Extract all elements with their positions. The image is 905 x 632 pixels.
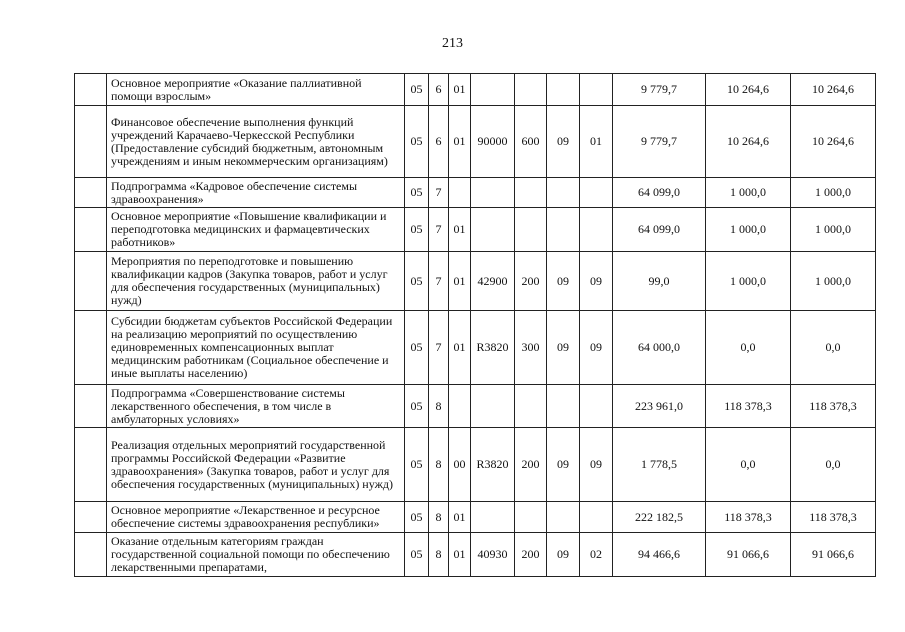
value-2023-cell: 118 378,3 <box>791 385 876 428</box>
table-row <box>75 428 876 502</box>
type-code-cell: 600 <box>515 106 547 178</box>
program-code-cell: 01 <box>449 106 471 178</box>
pr-code-cell: 09 <box>580 311 613 385</box>
value-2023-cell: 0,0 <box>791 311 876 385</box>
value-2021-cell: 222 182,5 <box>613 502 706 533</box>
table-row <box>75 385 876 428</box>
program-code-cell: 01 <box>449 533 471 577</box>
item-name-cell: Основное мероприятие «Повышение квалификации и переподготовка медицинских и фармацевтических работников» <box>107 208 405 252</box>
section-code-cell: 05 <box>405 533 429 577</box>
program-code-cell: 01 <box>449 208 471 252</box>
page-number: 213 <box>442 36 463 51</box>
value-2021-cell: 9 779,7 <box>613 106 706 178</box>
expense-code-cell: 40930 <box>471 533 515 577</box>
rz-code-cell: 09 <box>547 533 580 577</box>
rz-code-cell <box>547 74 580 106</box>
program-code-cell: 01 <box>449 311 471 385</box>
row-number-cell <box>75 208 107 252</box>
type-code-cell: 300 <box>515 311 547 385</box>
rz-code-cell <box>547 385 580 428</box>
pr-code-cell: 09 <box>580 428 613 502</box>
section-code-cell: 05 <box>405 385 429 428</box>
expense-code-cell: 42900 <box>471 252 515 311</box>
program-code-cell: 00 <box>449 428 471 502</box>
pr-code-cell: 01 <box>580 106 613 178</box>
row-number-cell <box>75 178 107 208</box>
pr-code-cell: 09 <box>580 252 613 311</box>
item-name-cell: Основное мероприятие «Оказание паллиативной помощи взрослым» <box>107 74 405 106</box>
value-2021-cell: 64 099,0 <box>613 178 706 208</box>
value-2023-cell: 1 000,0 <box>791 252 876 311</box>
expense-code-cell: 90000 <box>471 106 515 178</box>
pr-code-cell: 02 <box>580 533 613 577</box>
expense-code-cell <box>471 208 515 252</box>
row-number-cell <box>75 252 107 311</box>
subsection-code-cell: 8 <box>429 385 449 428</box>
subsection-code-cell: 7 <box>429 178 449 208</box>
value-2021-cell: 223 961,0 <box>613 385 706 428</box>
expense-code-cell: R3820 <box>471 428 515 502</box>
value-2022-cell: 1 000,0 <box>706 252 791 311</box>
table-row <box>75 178 876 208</box>
section-code-cell: 05 <box>405 74 429 106</box>
value-2022-cell: 10 264,6 <box>706 106 791 178</box>
value-2022-cell: 0,0 <box>706 311 791 385</box>
section-code-cell: 05 <box>405 106 429 178</box>
subsection-code-cell: 8 <box>429 533 449 577</box>
subsection-code-cell: 7 <box>429 311 449 385</box>
value-2023-cell: 91 066,6 <box>791 533 876 577</box>
value-2021-cell: 1 778,5 <box>613 428 706 502</box>
budget-table-body <box>75 74 876 577</box>
budget-table-container <box>74 73 876 577</box>
rz-code-cell <box>547 502 580 533</box>
type-code-cell <box>515 385 547 428</box>
subsection-code-cell: 8 <box>429 502 449 533</box>
item-name-cell: Мероприятия по переподготовке и повышению квалификации кадров (Закупка товаров, работ и услуг для обеспечения государственных (муниципальных) нужд) <box>107 252 405 311</box>
section-code-cell: 05 <box>405 502 429 533</box>
rz-code-cell <box>547 178 580 208</box>
section-code-cell: 05 <box>405 311 429 385</box>
value-2023-cell: 118 378,3 <box>791 502 876 533</box>
subsection-code-cell: 6 <box>429 106 449 178</box>
expense-code-cell <box>471 385 515 428</box>
table-row <box>75 252 876 311</box>
rz-code-cell: 09 <box>547 106 580 178</box>
table-row <box>75 533 876 577</box>
item-name-cell: Подпрограмма «Кадровое обеспечение системы здравоохранения» <box>107 178 405 208</box>
value-2021-cell: 99,0 <box>613 252 706 311</box>
program-code-cell <box>449 178 471 208</box>
section-code-cell: 05 <box>405 178 429 208</box>
expense-code-cell <box>471 74 515 106</box>
section-code-cell: 05 <box>405 428 429 502</box>
row-number-cell <box>75 533 107 577</box>
value-2021-cell: 9 779,7 <box>613 74 706 106</box>
type-code-cell: 200 <box>515 252 547 311</box>
rz-code-cell: 09 <box>547 428 580 502</box>
value-2023-cell: 1 000,0 <box>791 178 876 208</box>
table-row <box>75 502 876 533</box>
pr-code-cell <box>580 502 613 533</box>
expense-code-cell <box>471 502 515 533</box>
type-code-cell: 200 <box>515 428 547 502</box>
value-2023-cell: 1 000,0 <box>791 208 876 252</box>
table-row <box>75 106 876 178</box>
subsection-code-cell: 8 <box>429 428 449 502</box>
value-2023-cell: 0,0 <box>791 428 876 502</box>
rz-code-cell: 09 <box>547 252 580 311</box>
item-name-cell: Субсидии бюджетам субъектов Российской Федерации на реализацию мероприятий по осуществлению единовременных компенсационных выплат медицинским работникам (Социальное обеспечение и иные выплаты населению) <box>107 311 405 385</box>
pr-code-cell <box>580 178 613 208</box>
rz-code-cell <box>547 208 580 252</box>
row-number-cell <box>75 74 107 106</box>
pr-code-cell <box>580 385 613 428</box>
value-2021-cell: 94 466,6 <box>613 533 706 577</box>
type-code-cell: 200 <box>515 533 547 577</box>
item-name-cell: Оказание отдельным категориям граждан государственной социальной помощи по обеспечению лекарственными препаратами, <box>107 533 405 577</box>
value-2022-cell: 10 264,6 <box>706 74 791 106</box>
rz-code-cell: 09 <box>547 311 580 385</box>
value-2022-cell: 0,0 <box>706 428 791 502</box>
value-2022-cell: 118 378,3 <box>706 502 791 533</box>
item-name-cell: Реализация отдельных мероприятий государственной программы Российской Федерации «Развитие здравоохранения» (Закупка товаров, работ и услуг для обеспечения государственных (муниципальных) нужд) <box>107 428 405 502</box>
type-code-cell <box>515 74 547 106</box>
value-2021-cell: 64 000,0 <box>613 311 706 385</box>
subsection-code-cell: 6 <box>429 74 449 106</box>
section-code-cell: 05 <box>405 252 429 311</box>
table-row <box>75 208 876 252</box>
value-2021-cell: 64 099,0 <box>613 208 706 252</box>
item-name-cell: Подпрограмма «Совершенствование системы лекарственного обеспечения, в том числе в амбулаторных условиях» <box>107 385 405 428</box>
expense-code-cell: R3820 <box>471 311 515 385</box>
row-number-cell <box>75 311 107 385</box>
value-2022-cell: 1 000,0 <box>706 178 791 208</box>
item-name-cell: Основное мероприятие «Лекарственное и ресурсное обеспечение системы здравоохранения республики» <box>107 502 405 533</box>
table-row <box>75 74 876 106</box>
row-number-cell <box>75 502 107 533</box>
subsection-code-cell: 7 <box>429 252 449 311</box>
value-2023-cell: 10 264,6 <box>791 74 876 106</box>
value-2023-cell: 10 264,6 <box>791 106 876 178</box>
expense-code-cell <box>471 178 515 208</box>
value-2022-cell: 91 066,6 <box>706 533 791 577</box>
row-number-cell <box>75 106 107 178</box>
item-name-cell: Финансовое обеспечение выполнения функций учреждений Карачаево-Черкесской Республики (Предоставление субсидий бюджетным, автономным учреждениям и иным некоммерческим организациям) <box>107 106 405 178</box>
row-number-cell <box>75 385 107 428</box>
value-2022-cell: 1 000,0 <box>706 208 791 252</box>
table-row <box>75 311 876 385</box>
type-code-cell <box>515 208 547 252</box>
section-code-cell: 05 <box>405 208 429 252</box>
budget-table <box>74 73 876 577</box>
program-code-cell: 01 <box>449 502 471 533</box>
type-code-cell <box>515 502 547 533</box>
pr-code-cell <box>580 74 613 106</box>
value-2022-cell: 118 378,3 <box>706 385 791 428</box>
pr-code-cell <box>580 208 613 252</box>
program-code-cell <box>449 385 471 428</box>
subsection-code-cell: 7 <box>429 208 449 252</box>
program-code-cell: 01 <box>449 252 471 311</box>
row-number-cell <box>75 428 107 502</box>
program-code-cell: 01 <box>449 74 471 106</box>
type-code-cell <box>515 178 547 208</box>
